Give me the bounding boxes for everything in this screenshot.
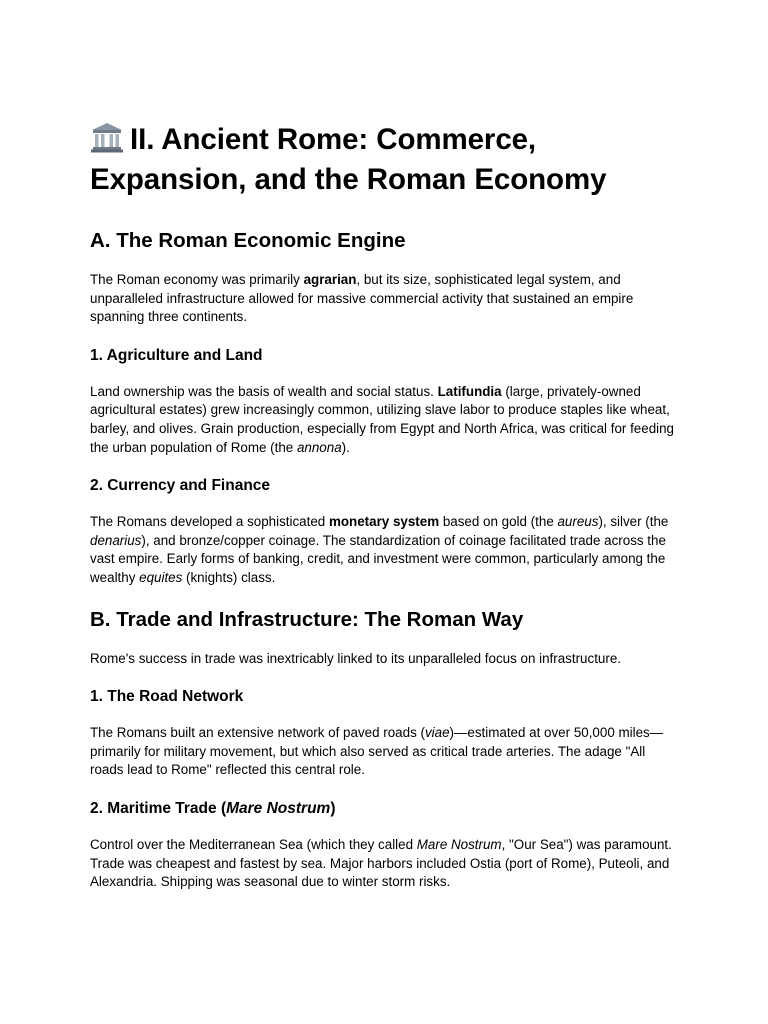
- text-run: The Romans built an extensive network of paved roads (: [90, 725, 425, 741]
- section-b-sub1-body: [90, 724, 678, 780]
- section-b-heading: B. Trade and Infrastructure: The Roman Way: [90, 607, 524, 631]
- italic-term: equites: [139, 569, 183, 585]
- italic-term: Mare Nostrum: [416, 836, 502, 852]
- italic-term: denarius: [90, 532, 142, 548]
- heading-italic-term: Mare Nostrum: [226, 799, 331, 817]
- heading-run: 2. Maritime Trade (: [90, 799, 227, 817]
- italic-term: aureus: [557, 514, 599, 530]
- bold-term: agrarian: [303, 272, 357, 287]
- section-b-sub1-heading: 1. The Road Network: [90, 688, 244, 706]
- section-b-sub2-heading: [90, 799, 678, 819]
- page-title-text: II. Ancient Rome: Commerce, Expansion, and the Roman Economy: [90, 123, 607, 196]
- text-run: based on gold (the: [439, 514, 558, 530]
- section-a-sub1-heading: 1. Agriculture and Land: [90, 346, 263, 364]
- section-a-sub2-body: [90, 513, 678, 587]
- section-a-intro: [90, 271, 678, 327]
- section-a-sub1-body: [90, 383, 678, 457]
- section-a-sub2-heading: 2. Currency and Finance: [90, 477, 271, 495]
- heading-run: ): [330, 799, 336, 817]
- text-run: ), and bronze/copper coinage. The standardization of coinage facilitated trade across the vast empire. Early forms of banking, credit, and investment were common, particularly among the wealthy: [90, 532, 666, 585]
- italic-term: annona: [296, 439, 342, 455]
- bold-term: monetary system: [328, 514, 440, 530]
- text-run: ), silver (the: [598, 514, 669, 530]
- text-run: ).: [341, 439, 350, 455]
- bold-term: Latifundia: [437, 383, 502, 399]
- section-b-intro: Rome's success in trade was inextricably linked to its unparalleled focus on infrastructure.: [90, 650, 621, 666]
- page-title: [90, 120, 678, 200]
- text-run: , "Our Sea") was paramount. Trade was cheapest and fastest by sea. Major harbors included Ostia (port of Rome), Puteoli, and Alexandria. Shipping was seasonal due to winter storm risks.: [90, 836, 672, 890]
- text-run: The Roman economy was primarily: [90, 272, 304, 287]
- text-run: , but its size, sophisticated legal system, and unparalleled infrastructure allowed for massive commercial activity that sustained an empire spanning three continents.: [90, 272, 634, 325]
- text-run: Land ownership was the basis of wealth and social status.: [90, 383, 438, 399]
- section-a-heading: A. The Roman Economic Engine: [90, 229, 406, 252]
- italic-term: viae: [424, 725, 450, 741]
- classical-building-icon: [90, 121, 124, 153]
- text-run: )—estimated at over 50,000 miles—primarily for military movement, but which also served as critical trade arteries. The adage "All roads lead to Rome" reflected this central role.: [90, 725, 664, 778]
- text-run: The Romans developed a sophisticated: [90, 514, 329, 530]
- text-run: (knights) class.: [182, 569, 276, 585]
- text-run: (large, privately-owned agricultural estates) grew increasingly common, utilizing slave labor to produce staples like wheat, barley, and olives. Grain production, especially from Egypt and North Africa, was critical for feeding the urban population of Rome (the: [90, 383, 675, 455]
- section-b-sub2-body: [90, 836, 678, 892]
- text-run: Control over the Mediterranean Sea (which they called: [90, 836, 417, 852]
